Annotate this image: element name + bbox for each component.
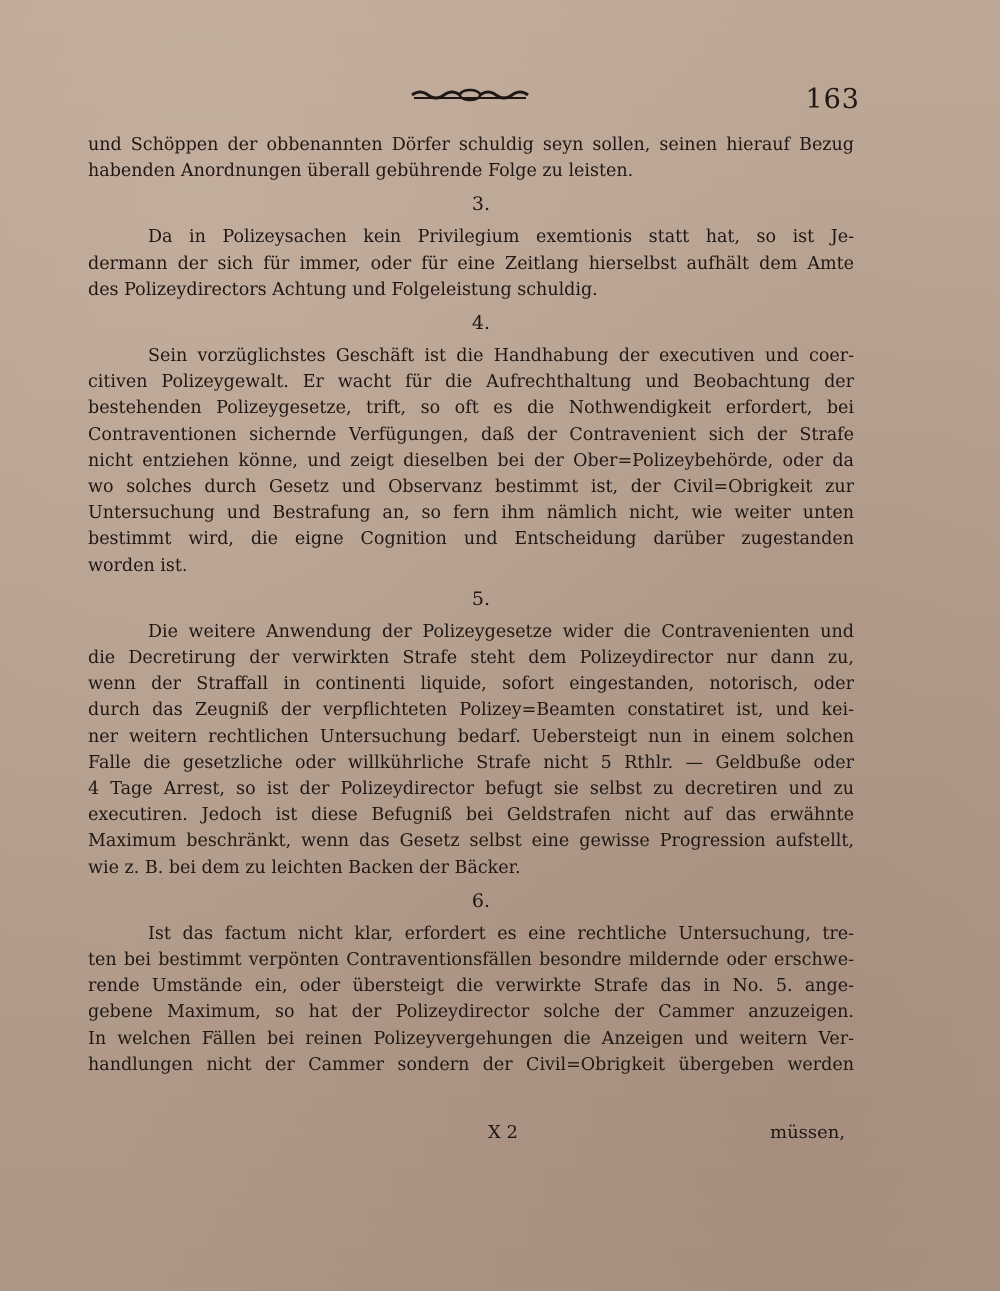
text-line: wenn der Straffall in continenti liquide, sofort eingestanden, notorisch, oder [88, 674, 854, 695]
text-line: Maximum beschränkt, wenn das Gesetz selbst eine gewisse Progression aufstellt, [88, 831, 854, 852]
section-number: 5. [471, 587, 491, 610]
text-line: 4 Tage Arrest, so ist der Polizeydirector befugt sie selbst zu decretiren und zu [88, 779, 854, 800]
text-line: ten bei bestimmt verpönten Contraventionsfällen besondre mildernde oder erschwe- [88, 950, 854, 971]
text-line: Da in Polizeysachen kein Privilegium exemtionis statt hat, so ist Je- [148, 227, 854, 248]
text-line: Falle die gesetzliche oder willkührliche Strafe nicht 5 Rthlr. — Geldbuße oder [88, 752, 854, 773]
signature-mark: X 2 [488, 1122, 518, 1143]
text-line: wo solches durch Gesetz und Observanz bestimmt ist, der Civil=Obrigkeit zur [88, 477, 854, 498]
section-5 [88, 579, 854, 881]
intro-paragraph [88, 132, 854, 184]
text-line: Die weitere Anwendung der Polizeygesetze wider die Contravenienten und [148, 621, 854, 642]
text-line: dermann der sich für immer, oder für eine Zeitlang hierselbst aufhält dem Amte [88, 253, 854, 274]
text-line: habenden Anordnungen überall gebührende Folge zu leisten. [88, 161, 634, 182]
text-line: executiren. Jedoch ist diese Befugniß bei Geldstrafen nicht auf das erwähnte [88, 805, 854, 826]
text-line: Untersuchung und Bestrafung an, so fern ihm nämlich nicht, wie weiter unten [88, 503, 854, 524]
text-line: Contraventionen sichernde Verfügungen, daß der Contravenient sich der Strafe [88, 424, 854, 445]
text-line: citiven Polizeygewalt. Er wacht für die Aufrechthaltung und Beobachtung der [88, 372, 854, 393]
section-number: 4. [471, 312, 491, 335]
text-line: wie z. B. bei dem zu leichten Backen der Bäcker. [88, 857, 521, 878]
body-text [88, 132, 854, 1078]
text-line: worden ist. [88, 555, 188, 576]
text-line: ner weitern rechtlichen Untersuchung bedarf. Uebersteigt nun in einem solchen [88, 726, 854, 747]
section-6 [88, 881, 854, 1078]
text-line: In welchen Fällen bei reinen Polizeyvergehungen die Anzeigen und weitern Ver- [88, 1028, 854, 1049]
text-line: bestehenden Polizeygesetze, trift, so oft es die Nothwendigkeit erfordert, bei [88, 398, 854, 419]
text-line: bestimmt wird, die eigne Cognition und Entscheidung darüber zugestanden [88, 529, 854, 550]
section-4 [88, 303, 854, 579]
text-line: nicht entziehen könne, und zeigt dieselben bei der Ober=Polizeybehörde, oder da [88, 450, 854, 471]
section-3 [88, 184, 854, 303]
text-line: Sein vorzüglichstes Geschäft ist die Handhabung der executiven und coer- [148, 346, 854, 367]
section-number: 6. [471, 889, 491, 912]
text-line: des Polizeydirectors Achtung und Folgeleistung schuldig. [88, 279, 598, 300]
section-number: 3. [471, 193, 491, 216]
text-line: handlungen nicht der Cammer sondern der Civil=Obrigkeit übergeben werden [88, 1054, 854, 1075]
text-line: Ist das factum nicht klar, erfordert es eine rechtliche Untersuchung, tre- [148, 923, 854, 944]
header-ornament [410, 88, 530, 102]
text-line: durch das Zeugniß der verpflichteten Polizey=Beamten constatiret ist, und kei- [88, 700, 854, 721]
text-line: gebene Maximum, so hat der Polizeydirector solche der Cammer anzuzeigen. [88, 1002, 854, 1023]
catchword: müssen, [770, 1122, 846, 1143]
text-line: die Decretirung der verwirkten Strafe steht dem Polizeydirector nur dann zu, [88, 648, 854, 669]
page-number: 163 [805, 84, 860, 115]
text-line: und Schöppen der obbenannten Dörfer schuldig seyn sollen, seinen hierauf Bezug [88, 135, 854, 155]
text-line: rende Umstände ein, oder übersteigt die verwirkte Strafe das in No. 5. ange- [88, 976, 854, 997]
